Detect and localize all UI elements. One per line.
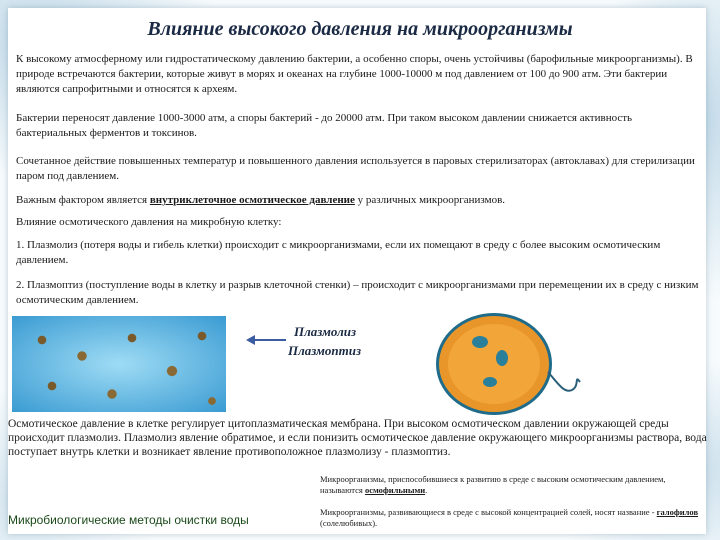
halophile-note-end: (солелюбивых). bbox=[320, 518, 378, 528]
paragraph-4-start: Важным фактором является bbox=[16, 194, 150, 206]
halophile-term: галофилов bbox=[656, 507, 699, 517]
paragraph-3: Сочетанное действие повышенных температур и повышенного давления используется в паровых стерилизаторах (автоклавах) для стерилизации паром под давлением. bbox=[16, 155, 695, 182]
plasmolysis-label: Плазмолиз bbox=[294, 324, 357, 339]
osmophilic-term: осмофильными bbox=[364, 485, 426, 495]
halophile-note bbox=[320, 507, 710, 529]
paragraph-5: Влияние осмотического давления на микробную клетку: bbox=[16, 216, 282, 228]
osmophilic-note-end: . bbox=[425, 485, 428, 495]
paragraph-2: Бактерии переносят давление 1000-3000 атм, а споры бактерий - до 20000 атм. При таком высоком давлении снижается активность бактериальных ферментов и токсинов. bbox=[16, 112, 633, 139]
paragraph-4 bbox=[16, 193, 702, 208]
slide-title: Влияние высокого давления на микроорганизмы bbox=[147, 18, 573, 40]
osmotic-pressure-term: внутриклеточное осмотическое давление bbox=[149, 194, 355, 206]
left-arrow-icon bbox=[244, 332, 288, 348]
bacteria-micrograph-image bbox=[12, 316, 226, 412]
osmotic-regulation-text: Осмотическое давление в клетке регулирует цитоплазматическая мембрана. При высоком осмотическом давлении окружающей среды происходит плазмолиз. Плазмолиз явление обратимое, и если понизить осмотическое давление окружающего микроорганизмы раствора, вода поступает внутрь клетки и возникает явление противоположное плазмолизу - плазмоптиз. bbox=[8, 418, 707, 458]
paragraph-6: 1. Плазмолиз (потеря воды и гибель клетки) происходит с микроорганизмами, если их помещают в среду с более высоким осмотическим давлением. bbox=[16, 239, 661, 266]
plasmoptysis-label: Плазмоптиз bbox=[288, 343, 362, 358]
cell-micrograph-image bbox=[432, 312, 582, 416]
osmophilic-note bbox=[320, 474, 710, 496]
halophile-note-start: Микроорганизмы, развивающиеся в среде с высокой концентрацией солей, носят название - bbox=[320, 507, 657, 517]
paragraph-4-end: у различных микроорганизмов. bbox=[354, 194, 506, 206]
osmophilic-note-start: Микроорганизмы, приспособившиеся к развитию в среде с высоким осмотическим давлением, называются bbox=[320, 474, 666, 495]
paragraph-1: К высокому атмосферному или гидростатическому давлению бактерии, а особенно споры, очень устойчивы (барофильные микроорганизмы). В природе встречаются бактерии, которые живут в морях и океанах на глубине 1000-10000 м под давлением от 100 до 900 атм. Эти бактерии являются сапрофитными и относятся к археям. bbox=[16, 53, 693, 95]
footer-title: Микробиологические методы очистки воды bbox=[8, 513, 249, 527]
paragraph-7: 2. Плазмоптиз (поступление воды в клетку и разрыв клеточной стенки) – происходит с микроорганизмами при перемещении их в среду с низким осмотическим давлением. bbox=[16, 279, 699, 306]
